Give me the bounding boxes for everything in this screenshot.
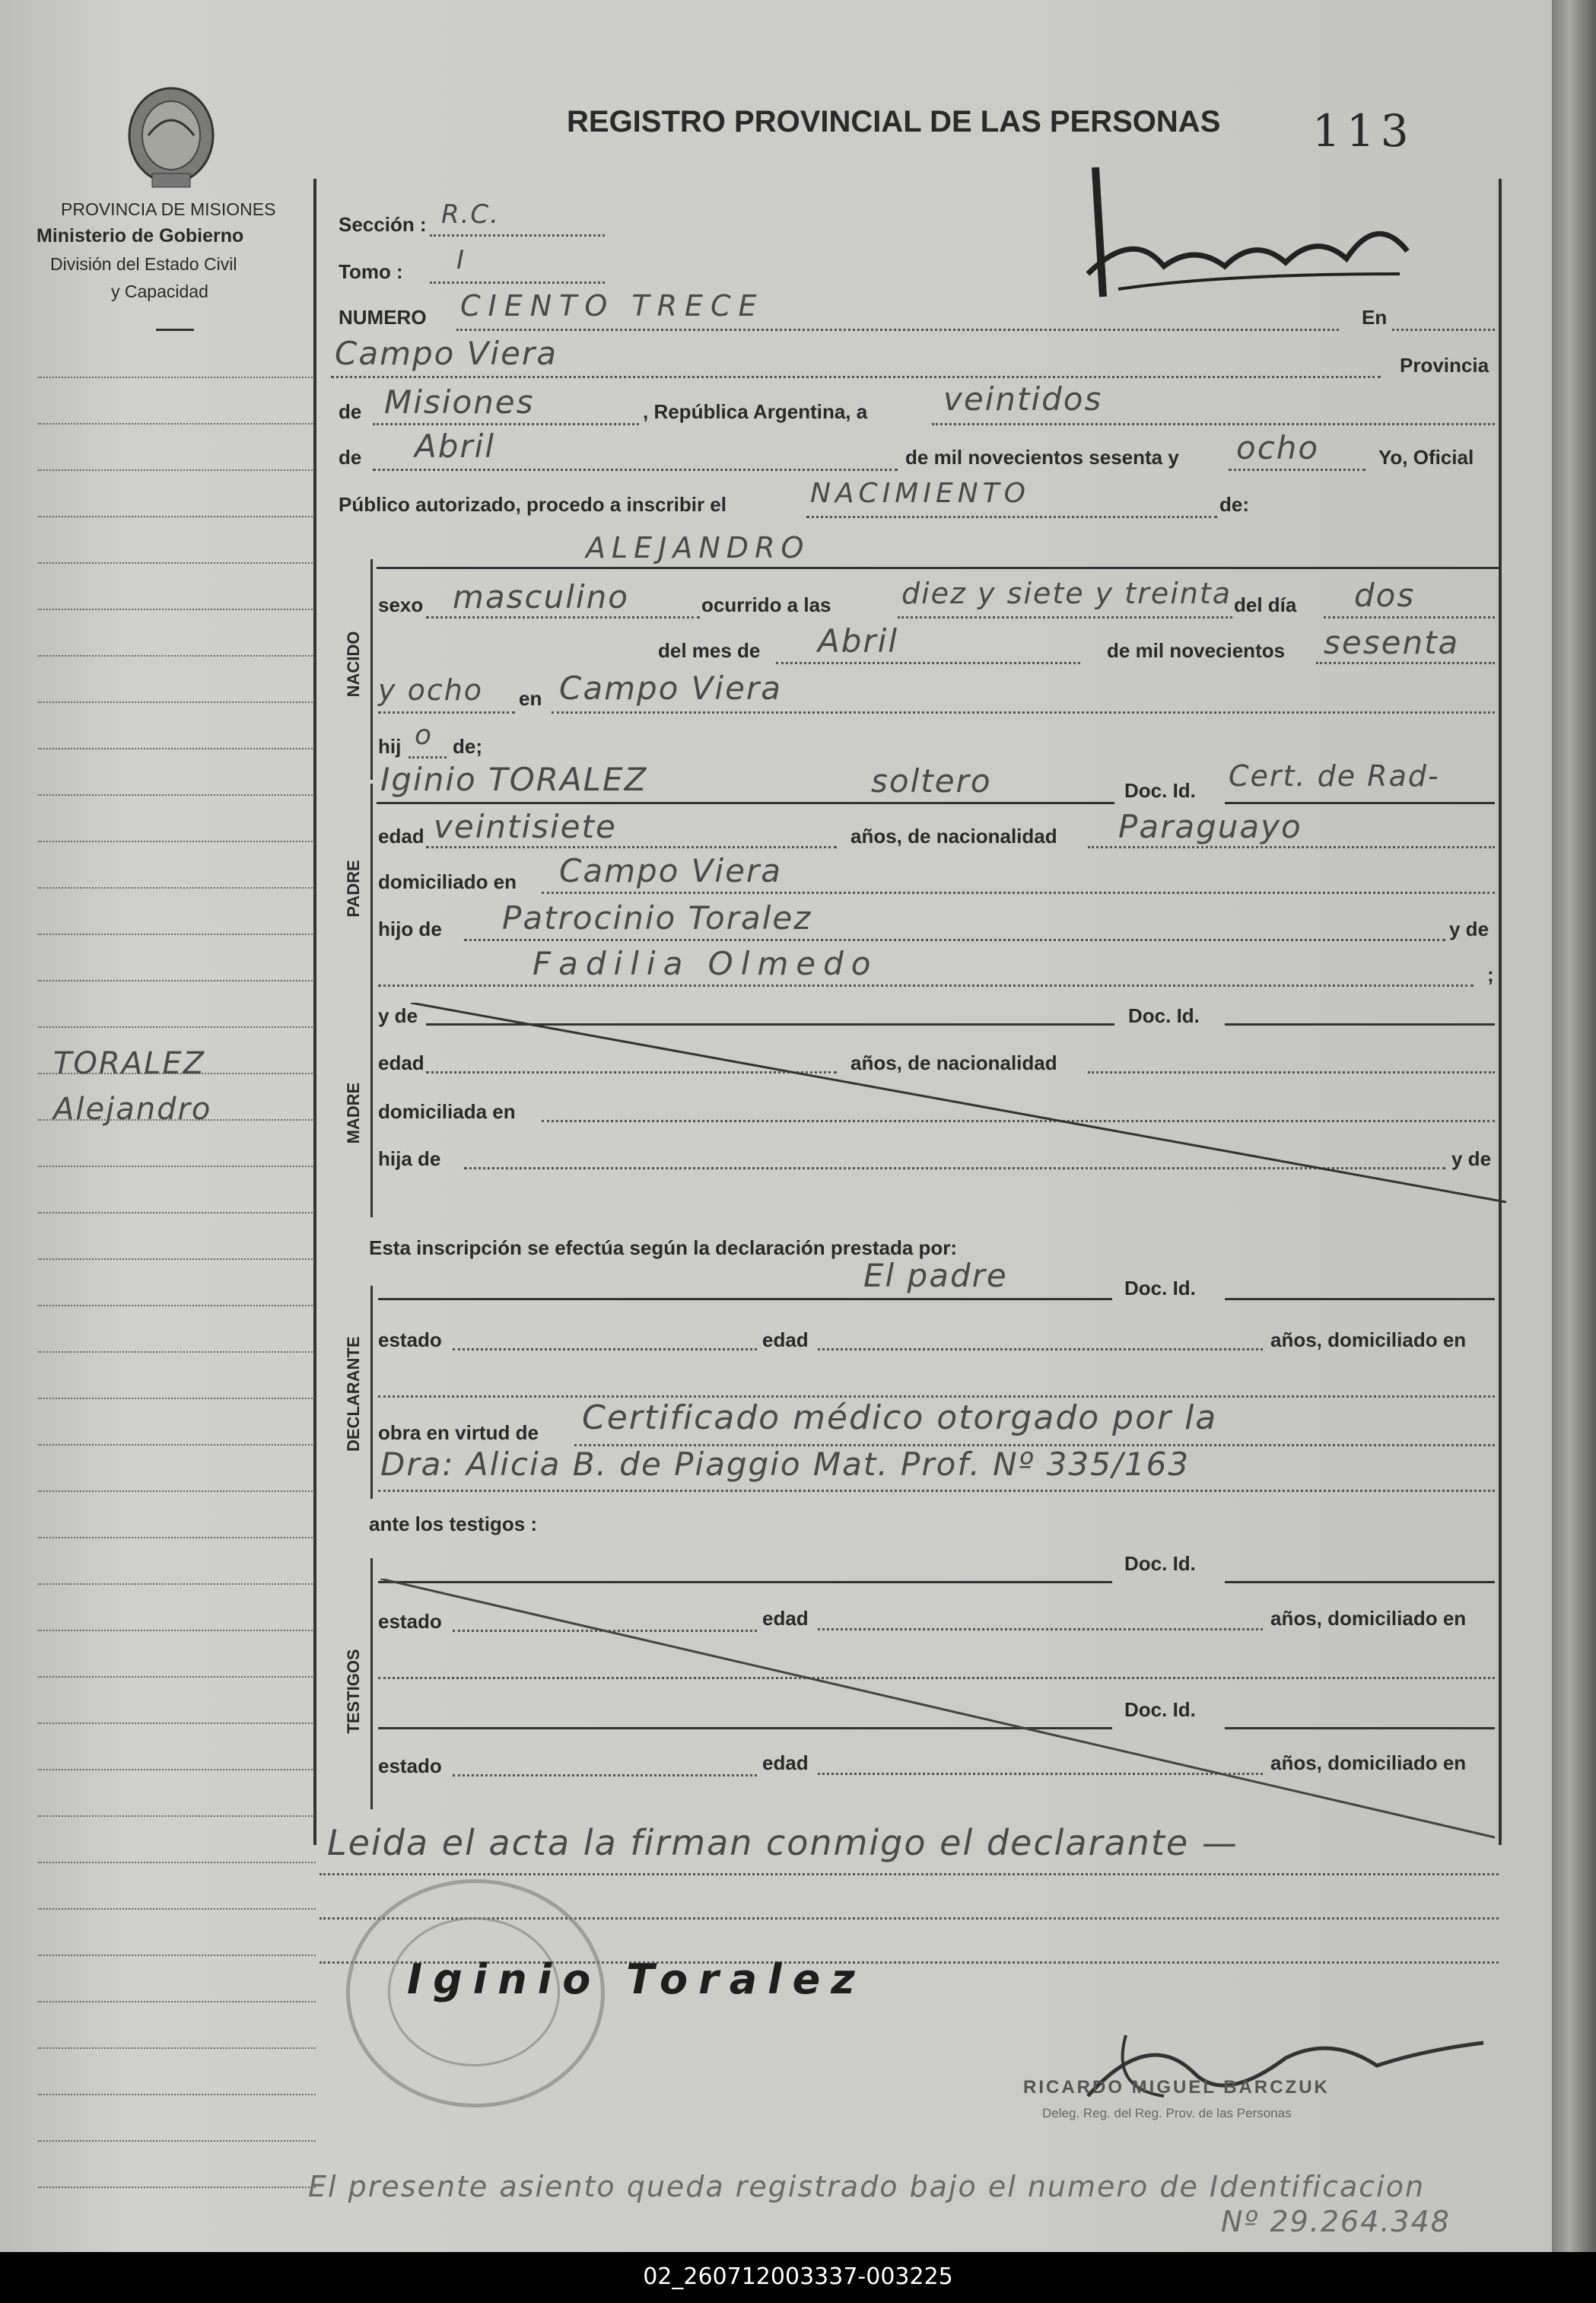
- padre-madre-de-line: [378, 985, 1474, 987]
- margin-rule-line: [38, 1955, 316, 1956]
- nacido-top-line: [377, 567, 1499, 569]
- anio2-line: [378, 711, 515, 714]
- tomo-line: [430, 282, 605, 284]
- testigo1-estado-label: estado: [378, 1610, 442, 1633]
- madre-domicilio-label: domiciliada en: [378, 1100, 516, 1123]
- page-title: REGISTRO PROVINCIAL DE LAS PERSONAS: [567, 105, 1221, 138]
- act-number: 113: [1312, 105, 1415, 157]
- padre-padre-de: Patrocinio Toralez: [502, 899, 812, 937]
- margin-rule-line: [38, 1398, 316, 1399]
- margin-rule-line: [38, 980, 316, 981]
- madre-cancel-stroke: [411, 1003, 1514, 1216]
- sexo-label: sexo: [378, 593, 424, 616]
- declarante-domicilio-label: años, domiciliado en: [1270, 1328, 1467, 1351]
- intro-month: Abril: [415, 428, 495, 465]
- seccion-label: Sección :: [339, 213, 427, 236]
- de-month-label: de: [339, 446, 362, 469]
- margin-rule-line: [38, 2001, 316, 2002]
- autorizado-label: Público autorizado, procedo a inscribir el: [339, 493, 726, 516]
- intro-province-line: [373, 423, 639, 425]
- padre-domicilio: Campo Viera: [559, 852, 782, 889]
- footer-number: Nº 29.264.348: [1221, 2205, 1451, 2238]
- dia-value: dos: [1354, 577, 1416, 614]
- declarante-domicilio-line: [378, 1395, 1495, 1398]
- margin-rule-line: [38, 887, 316, 889]
- margin-rule-line: [38, 934, 316, 935]
- act-type: NACIMIENTO: [810, 478, 1030, 509]
- intro-month-line: [373, 469, 898, 471]
- margin-rule-line: [38, 655, 316, 657]
- obra-line1: Certificado médico otorgado por la: [582, 1398, 1218, 1437]
- margin-rule-line: [38, 1815, 316, 1817]
- madre-y-de2-label: y de: [1451, 1147, 1492, 1170]
- declarante-edad-label: edad: [762, 1328, 809, 1351]
- seccion-line: [430, 234, 605, 237]
- yo-label: Yo, Oficial: [1378, 446, 1474, 469]
- declarante-left-line: [370, 1286, 373, 1499]
- padre-nacionalidad: Paraguayo: [1118, 808, 1302, 845]
- numero-line: [456, 329, 1339, 331]
- novecientos-label: de mil novecientos: [1107, 639, 1286, 662]
- margin-surname: TORALEZ: [53, 1046, 206, 1081]
- nacido-left-line: [370, 559, 373, 780]
- madre-left-line: [370, 1000, 373, 1217]
- margin-rule-line: [38, 1722, 316, 1724]
- testigos-left-line: [370, 1558, 373, 1809]
- padre-left-line: [370, 784, 373, 1000]
- margin-rule-line: [38, 701, 316, 703]
- lugar-line: [552, 711, 1495, 714]
- margin-rule-line: [38, 1630, 316, 1631]
- padre-y-de-label: y de: [1449, 918, 1489, 940]
- madre-nacionalidad-label: años, de nacionalidad: [850, 1051, 1057, 1074]
- hora-line: [898, 616, 1232, 619]
- office-line-4: y Capacidad: [111, 282, 208, 301]
- margin-rule-line: [38, 562, 316, 564]
- declarante-intro: Esta inscripción se efectúa según la declaración prestada por:: [369, 1236, 958, 1259]
- official-signature-top: [1073, 160, 1438, 312]
- nacido-section-label: NACIDO: [344, 631, 363, 698]
- margin-rule-line: [38, 377, 316, 378]
- nacido-name: ALEJANDRO: [586, 531, 810, 565]
- padre-section-label: PADRE: [344, 860, 363, 918]
- margin-given-name: Alejandro: [53, 1092, 212, 1127]
- de-label: de: [339, 400, 362, 423]
- margin-rule-line: [38, 1026, 316, 1028]
- madre-y-de-label: y de: [378, 1004, 418, 1027]
- margin-rule-line: [38, 516, 316, 517]
- page-edge: [1552, 0, 1596, 2252]
- padre-nacionalidad-label: años, de nacionalidad: [850, 825, 1057, 848]
- seccion-value: R.C.: [441, 199, 500, 230]
- intro-year-line: [1229, 469, 1366, 471]
- madre-edad-label: edad: [378, 1051, 424, 1074]
- tomo-value: I: [456, 245, 466, 275]
- intro-place: Campo Viera: [335, 335, 558, 372]
- declarant-signature: Iginio Toralez: [407, 1955, 866, 2003]
- testigo2-doc-label: Doc. Id.: [1124, 1698, 1196, 1721]
- padre-semicolon: ;: [1487, 963, 1494, 986]
- tomo-label: Tomo :: [339, 260, 403, 283]
- hijo-de-label: de;: [453, 735, 482, 758]
- office-line-2: Ministerio de Gobierno: [37, 225, 244, 247]
- testigo1-doc-label: Doc. Id.: [1124, 1552, 1196, 1575]
- madre-doc-label: Doc. Id.: [1128, 1004, 1200, 1027]
- margin-rule-line: [38, 1862, 316, 1863]
- office-divider: [156, 329, 194, 331]
- margin-rule-line: [38, 1583, 316, 1585]
- margin-rule-line: [38, 1537, 316, 1538]
- declarante-name: El padre: [863, 1257, 1008, 1294]
- form-left-border: [313, 179, 316, 1845]
- margin-rule-line: [38, 841, 316, 842]
- official-title: Deleg. Reg. del Reg. Prov. de las Personas: [1042, 2106, 1292, 2120]
- anio1-value: sesenta: [1324, 624, 1460, 661]
- padre-edad-label: edad: [378, 825, 424, 848]
- madre-section-label: MADRE: [344, 1082, 363, 1144]
- mes-line: [776, 662, 1080, 664]
- margin-rule-line: [38, 1676, 316, 1678]
- margin-rule-line: [38, 1908, 316, 1910]
- dia-line: [1324, 616, 1495, 619]
- margin-rule-line: [38, 748, 316, 749]
- declarante-estado-line: [453, 1348, 757, 1350]
- intro-day-line: [932, 423, 1495, 425]
- hijo-line: [409, 756, 447, 759]
- declarante-section-label: DECLARANTE: [344, 1336, 363, 1452]
- margin-rule-line: [38, 2094, 316, 2095]
- sexo-value: masculino: [453, 578, 629, 616]
- year-label: de mil novecientos sesenta y: [905, 446, 1179, 469]
- official-name: RICARDO MIGUEL BARCZUK: [1023, 2077, 1330, 2098]
- padre-doc-label: Doc. Id.: [1124, 779, 1196, 802]
- padre-estado: soltero: [871, 762, 992, 800]
- mes-value: Abril: [818, 622, 898, 660]
- padre-madre-de: Fadilia Olmedo: [533, 945, 879, 982]
- intro-province: Misiones: [384, 383, 535, 421]
- obra-line2: Dra: Alicia B. de Piaggio Mat. Prof. Nº 335/163: [380, 1446, 1191, 1483]
- margin-rule-line: [38, 1769, 316, 1770]
- en-label: En: [1362, 306, 1388, 329]
- margin-rule-line: [38, 2187, 316, 2188]
- del-dia-label: del día: [1234, 593, 1297, 616]
- margin-rule-line: [38, 1305, 316, 1306]
- en-line: [1392, 329, 1495, 331]
- madre-hija-de-label: hija de: [378, 1147, 441, 1170]
- testigo2-estado-label: estado: [378, 1754, 442, 1777]
- declarante-doc-line: [1225, 1298, 1495, 1300]
- margin-rule-line: [38, 794, 316, 796]
- padre-domicilio-label: domiciliado en: [378, 870, 517, 893]
- margin-rule-line: [38, 469, 316, 471]
- padre-name: Iginio TORALEZ: [380, 761, 648, 798]
- testigo1-edad-label: edad: [762, 1607, 809, 1630]
- testigos-section-label: TESTIGOS: [344, 1649, 363, 1734]
- margin-rule-line: [38, 1444, 316, 1446]
- margin-rule-line: [38, 2140, 316, 2142]
- testigos-cancel-stroke: [380, 1579, 1499, 1845]
- testigo1-domicilio-label: años, domiciliado en: [1270, 1607, 1467, 1630]
- mes-label: del mes de: [658, 639, 761, 662]
- padre-name-line: [377, 802, 1114, 804]
- anio1-line: [1316, 662, 1495, 664]
- anio2-value: y ocho: [378, 673, 484, 707]
- margin-rule-line: [38, 423, 316, 425]
- declarante-name-line: [378, 1298, 1112, 1300]
- testigos-intro: ante los testigos :: [369, 1513, 538, 1535]
- padre-doc-line: [1225, 802, 1495, 804]
- hijo-suffix: o: [415, 720, 434, 751]
- testigo2-edad-label: edad: [762, 1751, 809, 1774]
- margin-rule-line: [38, 1166, 316, 1167]
- declarante-edad-line: [818, 1348, 1263, 1350]
- padre-edad: veintisiete: [434, 808, 617, 845]
- obra-label: obra en virtud de: [378, 1421, 539, 1444]
- sexo-line: [426, 616, 700, 619]
- numero-value: CIENTO TRECE: [460, 289, 765, 323]
- margin-rule-line: [38, 1258, 316, 1260]
- padre-domicilio-line: [542, 892, 1495, 894]
- republica-label: , República Argentina, a: [643, 400, 868, 423]
- testigo2-domicilio-label: años, domiciliado en: [1270, 1751, 1467, 1774]
- en-lugar-label: en: [519, 687, 542, 710]
- de2-label: de:: [1219, 493, 1249, 516]
- padre-edad-line: [426, 846, 837, 848]
- ocurrido-label: ocurrido a las: [701, 593, 831, 616]
- lugar-value: Campo Viera: [559, 670, 782, 707]
- image-label: 02_260712003337-003225: [643, 2263, 953, 2290]
- padre-nacionalidad-line: [1088, 846, 1495, 848]
- intro-day: veintidos: [943, 380, 1103, 418]
- padre-doc: Cert. de Rad-: [1229, 759, 1440, 793]
- declarante-doc-label: Doc. Id.: [1124, 1277, 1196, 1299]
- obra-line2-rule: [378, 1490, 1495, 1492]
- numero-label: NUMERO: [339, 306, 427, 329]
- closing-text: Leida el acta la firman conmigo el declarante —: [327, 1822, 1238, 1863]
- coat-of-arms-icon: [122, 82, 221, 196]
- padre-padre-de-line: [464, 939, 1445, 941]
- office-line-1: PROVINCIA DE MISIONES: [61, 199, 276, 219]
- margin-rule-line: [38, 1351, 316, 1353]
- closing-line-1: [320, 1873, 1499, 1875]
- office-line-3: División del Estado Civil: [50, 254, 237, 274]
- provincia-label: Provincia: [1400, 354, 1489, 377]
- padre-hijo-de-label: hijo de: [378, 918, 442, 940]
- margin-rule-line: [38, 1212, 316, 1214]
- margin-rule-line: [38, 609, 316, 610]
- hijo-label: hij: [378, 735, 402, 758]
- act-type-line: [806, 516, 1217, 518]
- hora-value: diez y siete y treinta: [901, 577, 1232, 610]
- intro-place-line: [331, 376, 1381, 378]
- footer-note: El presente asiento queda registrado bajo el numero de Identificacion: [308, 2170, 1426, 2203]
- intro-year: ocho: [1236, 429, 1320, 466]
- declarante-estado-label: estado: [378, 1328, 442, 1351]
- margin-rule-line: [38, 1490, 316, 1492]
- margin-rule-line: [38, 2047, 316, 2049]
